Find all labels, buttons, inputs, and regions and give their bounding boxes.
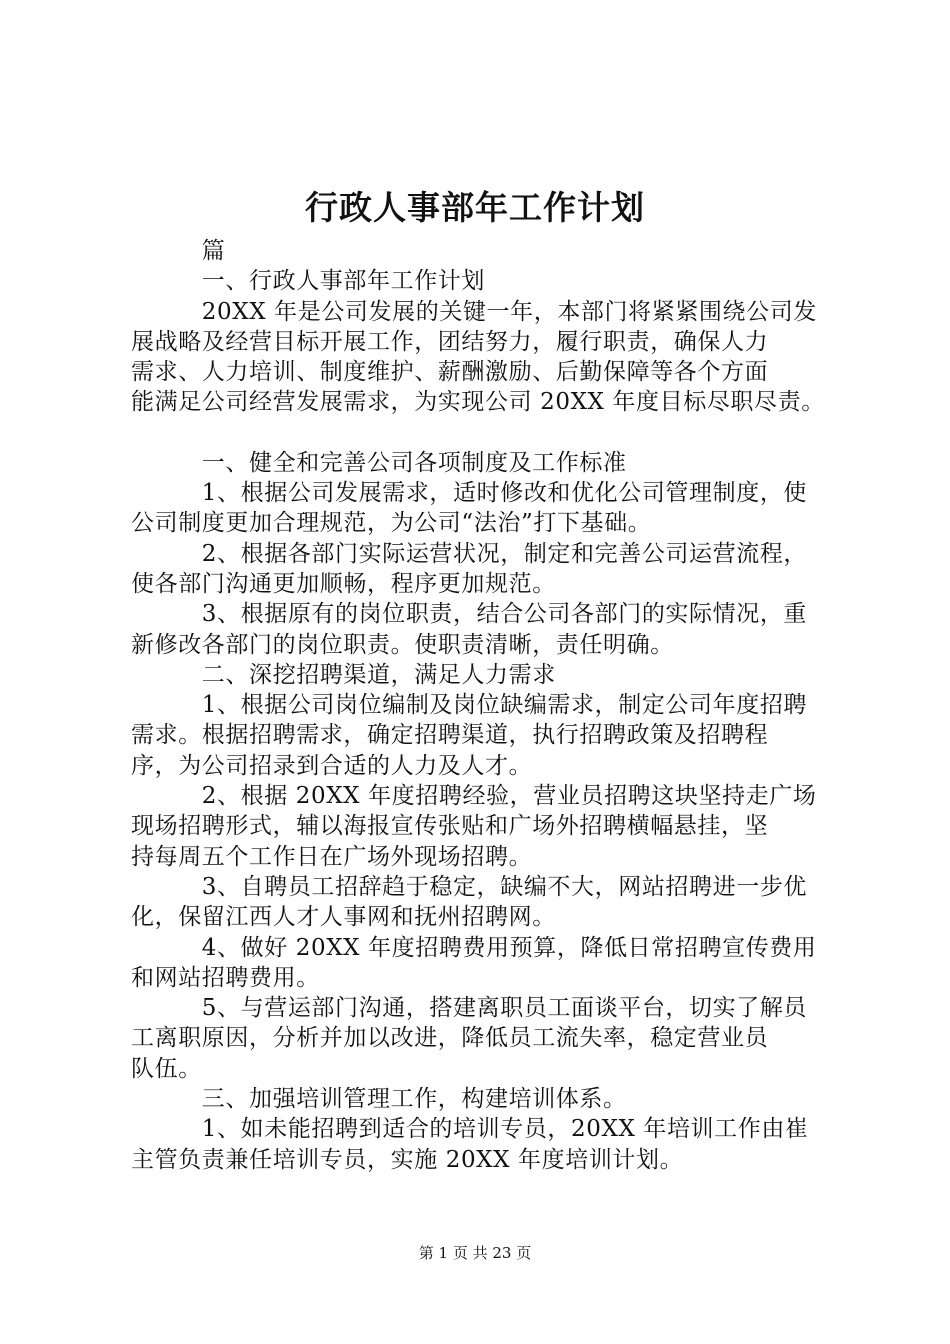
text-line: 工离职原因，分析并加以改进，降低员工流失率，稳定营业员 <box>131 1025 769 1052</box>
text-line: 篇 <box>131 238 226 264</box>
text-line: 展战略及经营目标开展工作，团结努力，履行职责，确保人力 <box>131 328 769 355</box>
text-line: 3、自聘员工招辞趋于稳定，缺编不大，网站招聘进一步优 <box>131 873 808 900</box>
text-line: 能满足公司经营发展需求，为实现公司 20XX 年度目标尽职尽责。 <box>131 389 825 416</box>
text-line: 新修改各部门的岗位职责。使职责清晰，责任明确。 <box>131 631 674 658</box>
blank-line <box>131 418 831 448</box>
text-line: 序，为公司招录到合适的人力及人才。 <box>131 752 533 779</box>
text-line: 1、根据公司发展需求，适时修改和优化公司管理制度，使 <box>131 480 808 507</box>
text-line: 一、健全和完善公司各项制度及工作标准 <box>131 449 627 476</box>
text-line: 和网站招聘费用。 <box>131 964 320 991</box>
text-line: 二、深挖招聘渠道，满足人力需求 <box>131 661 556 688</box>
text-line: 需求、人力培训、制度维护、薪酬激励、后勤保障等各个方面 <box>131 359 769 386</box>
text-line: 2、根据各部门实际运营状况，制定和完善公司运营流程， <box>131 540 808 567</box>
document-title: 行政人事部年工作计划 <box>305 188 645 227</box>
text-line: 队伍。 <box>131 1055 202 1082</box>
text-line: 持每周五个工作日在广场外现场招聘。 <box>131 843 533 870</box>
text-line: 一、行政人事部年工作计划 <box>131 268 485 295</box>
text-line: 2、根据 20XX 年度招聘经验，营业员招聘这块坚持走广场 <box>131 783 817 810</box>
text-line: 20XX 年是公司发展的关键一年，本部门将紧紧围绕公司发 <box>131 298 817 325</box>
text-line: 3、根据原有的岗位职责，结合公司各部门的实际情况，重 <box>131 601 808 628</box>
text-line: 化，保留江西人才人事网和抚州招聘网。 <box>131 904 556 931</box>
page-footer: 第 1 页 共 23 页 <box>418 1244 532 1262</box>
text-line: 现场招聘形式，辅以海报宣传张贴和广场外招聘横幅悬挂，坚 <box>131 813 769 840</box>
text-line: 使各部门沟通更加顺畅，程序更加规范。 <box>131 570 556 597</box>
text-line: 需求。根据招聘需求，确定招聘渠道，执行招聘政策及招聘程 <box>131 722 769 749</box>
text-line: 公司制度更加合理规范，为公司“法治”打下基础。 <box>131 510 652 537</box>
text-line: 主管负责兼任培训专员，实施 20XX 年度培训计划。 <box>131 1146 684 1173</box>
document-body <box>131 236 831 1175</box>
text-line: 三、加强培训管理工作，构建培训体系。 <box>131 1086 627 1113</box>
text-line: 1、如未能招聘到适合的培训专员，20XX 年培训工作由崔 <box>131 1116 809 1143</box>
text-line: 1、根据公司岗位编制及岗位缺编需求，制定公司年度招聘 <box>131 692 808 719</box>
text-line: 5、与营运部门沟通，搭建离职员工面谈平台，切实了解员 <box>131 995 808 1022</box>
text-line: 4、做好 20XX 年度招聘费用预算，降低日常招聘宣传费用 <box>131 934 817 961</box>
